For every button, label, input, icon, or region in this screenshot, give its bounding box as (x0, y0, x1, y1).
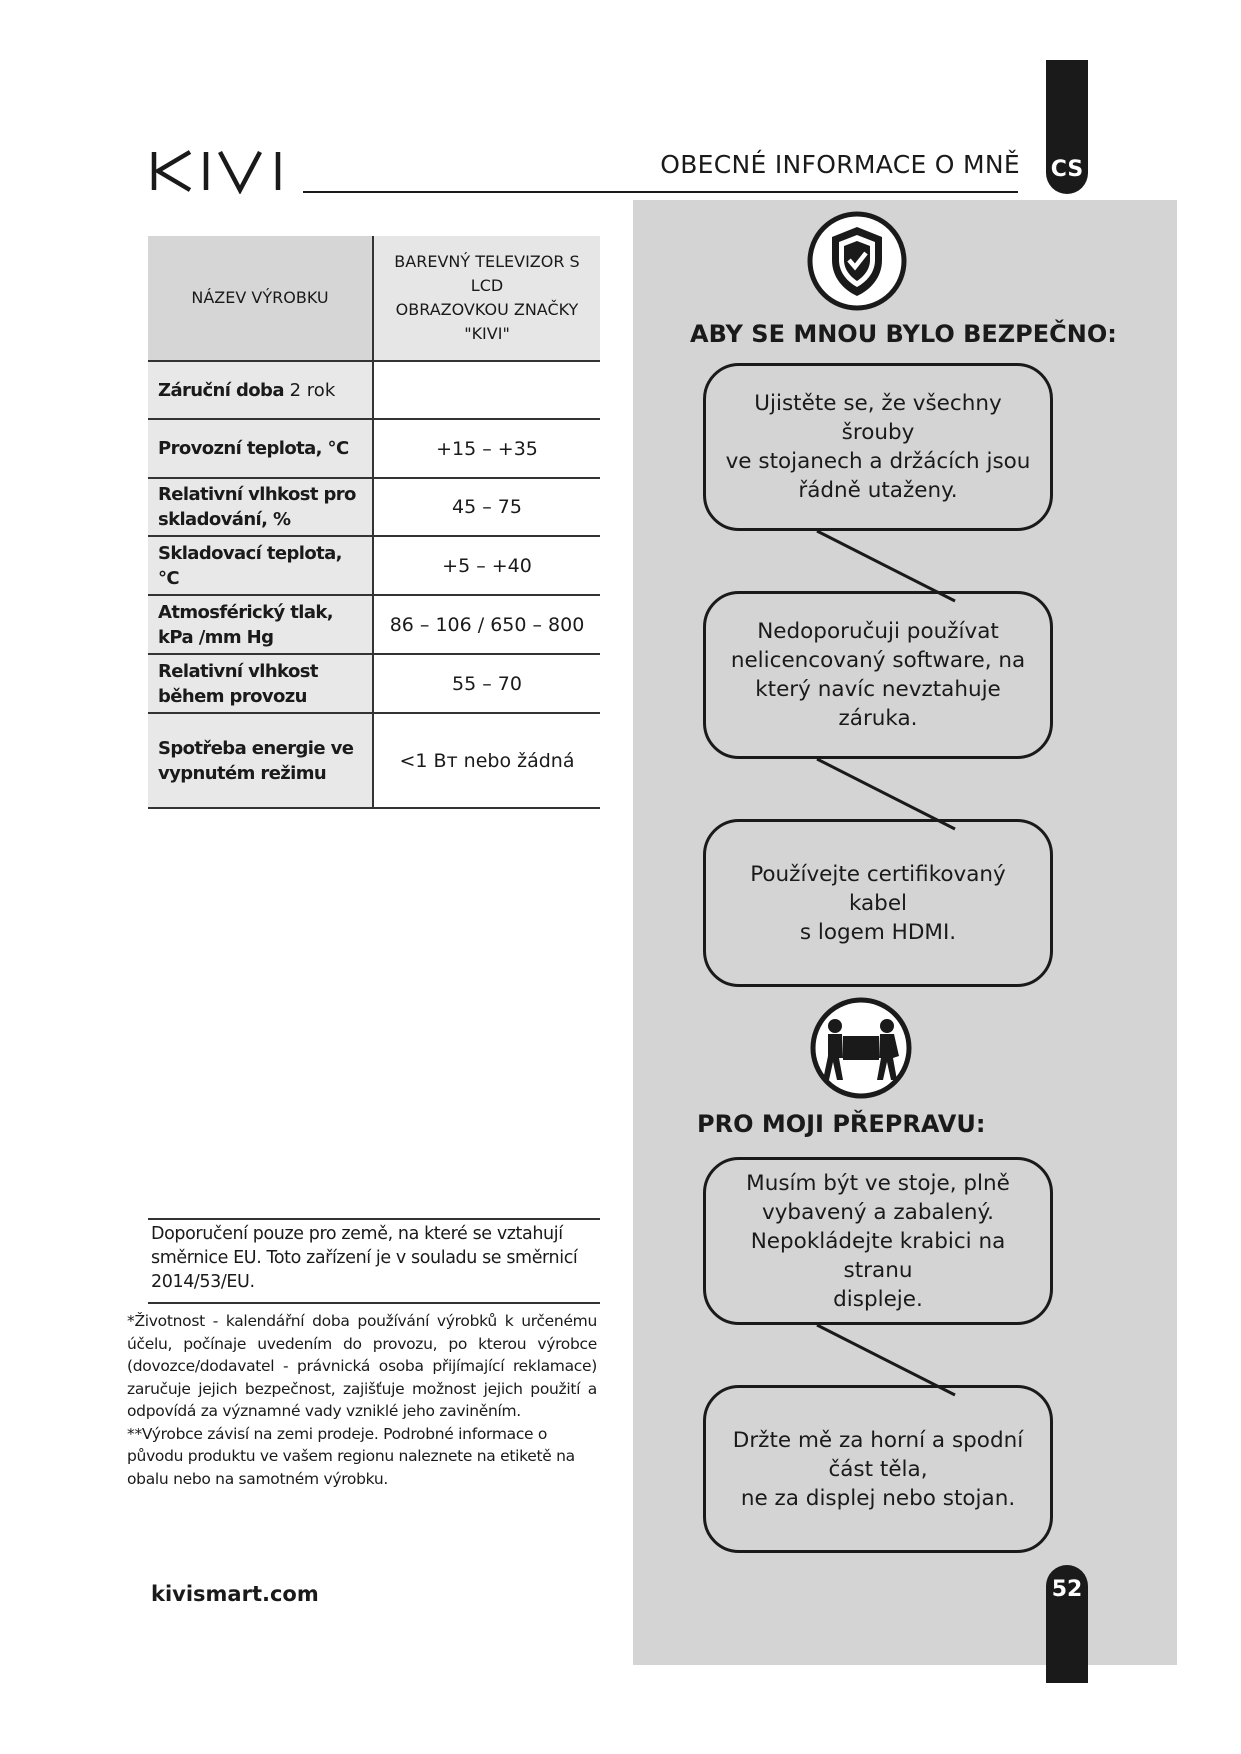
table-row-label: Relativní vlhkost pro skladování, % (148, 478, 373, 536)
website-link[interactable]: kivismart.com (151, 1582, 319, 1606)
table-row-value: +15 – +35 (373, 419, 600, 478)
note-divider-top (148, 1218, 600, 1220)
note-divider-bottom (148, 1302, 600, 1304)
table-row-label (148, 361, 373, 419)
page-number-tab (1046, 1565, 1088, 1683)
kivi-logo (150, 146, 290, 194)
table-row (148, 713, 600, 808)
table-row-label: Spotřeba energie ve vypnutém režimu (148, 713, 373, 808)
language-tab (1046, 60, 1088, 194)
transport-bubble (703, 1385, 1053, 1553)
page-number: 52 (1051, 1577, 1083, 1602)
table-row-label: Provozní teplota, °C (148, 419, 373, 478)
table-header-row (148, 236, 600, 361)
safety-bubble-text: Ujistěte se, že všechny šrouby ve stojanech a držácích jsou řádně utaženy. (725, 391, 1031, 503)
table-row-value: 55 – 70 (373, 654, 600, 713)
spec-table (148, 236, 600, 809)
footnotes (127, 1310, 597, 1490)
table-row-value: 86 – 106 / 650 – 800 (373, 595, 600, 654)
table-row-value (373, 361, 600, 419)
table-row-label: Relativní vlhkost během provozu (148, 654, 373, 713)
table-row (148, 654, 600, 713)
safety-bubble (703, 819, 1053, 987)
safety-heading: ABY SE MNOU BYLO BEZPEČNO: (690, 320, 1117, 348)
eu-compliance-note: Doporučení pouze pro země, na které se vztahují směrnice EU. Toto zařízení je v souladu se směrnicí 2014/53/EU. (151, 1224, 578, 1292)
table-row (148, 478, 600, 536)
table-row-value: 45 – 75 (373, 478, 600, 536)
safety-bubble-text: Používejte certifikovaný kabel s logem HDMI. (750, 861, 1006, 945)
transport-heading: PRO MOJI PŘEPRAVU: (697, 1110, 986, 1138)
lifetime-footnote: *Životnost - kalendářní doba používání výrobků k určenému účelu, počínaje uvedením do provozu, po kterou výrobce (dovozce/dodavatel - právnická osoba přijímající reklamace) zaručuje jejich bezpečnost, zajišťuje možnost jejich použití a odpovídá za významné vady vzniklé jeho zaviněním. (127, 1312, 597, 1420)
transport-bubble (703, 1157, 1053, 1325)
safety-bubble (703, 363, 1053, 531)
warranty-period: 2 rok (283, 379, 336, 401)
table-row (148, 361, 600, 419)
two-people-carrying-tv-icon (809, 996, 913, 1100)
table-row-label: Skladovací teplota, °C (148, 536, 373, 595)
shield-check-icon (806, 210, 908, 312)
safety-bubble-text: Nedoporučuji používat nelicencovaný software, na který navíc nevztahuje záruka. (730, 619, 1026, 731)
table-row-value: <1 Вт nebo žádná (373, 713, 600, 808)
table-row-label: Atmosférický tlak, kPa /mm Hg (148, 595, 373, 654)
safety-bubble (703, 591, 1053, 759)
section-title: OBECNÉ INFORMACE O MNĚ (660, 150, 1020, 179)
header-divider (303, 191, 1018, 193)
table-head-label: NÁZEV VÝROBKU (148, 236, 373, 361)
table-row-value: +5 – +40 (373, 536, 600, 595)
transport-bubble-text: Musím být ve stoje, plně vybavený a zabalený. Nepokládejte krabici na stranu displeje. (746, 1170, 1010, 1312)
language-code: CS (1050, 157, 1084, 182)
table-row (148, 595, 600, 654)
manufacturer-footnote: **Výrobce závisí na zemi prodeje. Podrobné informace o původu produktu ve vašem regionu naleznete na etiketě na obalu nebo na samotném výrobku. (127, 1424, 575, 1488)
warranty-label: Záruční doba (158, 379, 284, 401)
transport-bubble-text: Držte mě za horní a spodní část těla, ne za displej nebo stojan. (732, 1427, 1024, 1511)
table-row (148, 536, 600, 595)
table-row (148, 419, 600, 478)
table-head-value: BAREVNÝ TELEVIZOR S LCD OBRAZOVKOU ZNAČKY "KIVI" (373, 236, 600, 361)
